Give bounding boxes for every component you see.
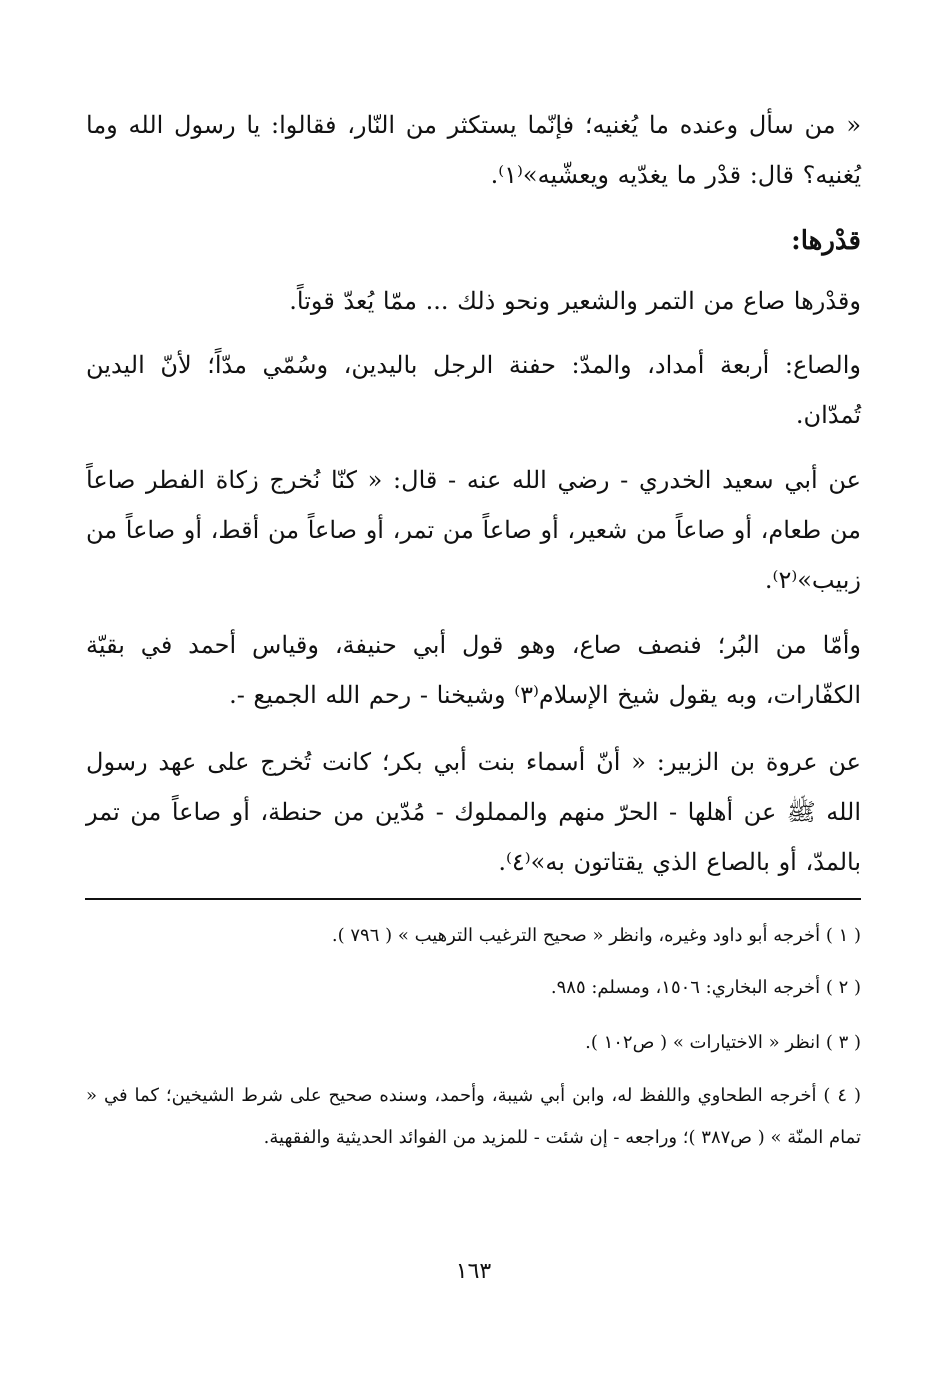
section-heading: قدْرها: [791,226,861,256]
paragraph-wheat: وأمّا من البُر؛ فنصف صاع، وهو قول أبي حنيفة، وقياس أحمد في بقيّة الكفّارات، وبه يقول شيخ الإسلام⁽٣⁾ وشيخنا - رحم الله الجميع -. [86,631,861,709]
footnote-3: ( ٣ ) انظر « الاختيارات » ( ص١٠٢ ). [585,1032,861,1053]
page-number: ١٦٣ [455,1259,492,1284]
footnote-divider [85,898,861,900]
footnote-1: ( ١ ) أخرجه أبو داود وغيره، وانظر « صحيح الترغيب الترهيب » ( ٧٩٦ ). [331,925,861,946]
paragraph-saa-definition: والصاع: أربعة أمداد، والمدّ: حفنة الرجل باليدين، وسُمّي مدّاً؛ لأنّ اليدين تُمدّان. [86,351,861,429]
paragraph-hadith-urwa: عن عروة بن الزبير: « أنّ أسماء بنت أبي بكر؛ كانت تُخرج على عهد رسول الله ﷺ عن أهلها - الحرّ منهم والمملوك - مُدّين من حنطة، أو صاعاً من تمر بالمدّ، أو بالصاع الذي يقتاتون به»⁽٤⁾. [86,748,862,876]
paragraph-hadith-abu-said: عن أبي سعيد الخدري - رضي الله عنه - قال: « كنّا نُخرج زكاة الفطر صاعاً من طعام، أو صاعاً من شعير، أو صاعاً من تمر، أو صاعاً من أقط، أو صاعاً من زبيب»⁽٢⁾. [86,466,861,594]
paragraph-hadith-1: « من سأل وعنده ما يُغنيه؛ فإنّما يستكثر من النّار، فقالوا: يا رسول الله وما يُغنيه؟ قال: قدْر ما يغدّيه ويعشّيه»⁽١⁾. [86,111,861,189]
paragraph-amount: وقدْرها صاع من التمر والشعير ونحو ذلك ... ممّا يُعدّ قوتاً. [289,287,861,315]
footnote-4: ( ٤ ) أخرجه الطحاوي واللفظ له، وابن أبي شيبة، وأحمد، وسنده صحيح على شرط الشيخين؛ كما في « تمام المنّة » ( ص٣٨٧ )؛ وراجعه - إن شئت - للمزيد من الفوائد الحديثية والفقهية. [86,1085,862,1148]
footnote-2: ( ٢ ) أخرجه البخاري: ١٥٠٦، ومسلم: ٩٨٥. [550,977,861,998]
